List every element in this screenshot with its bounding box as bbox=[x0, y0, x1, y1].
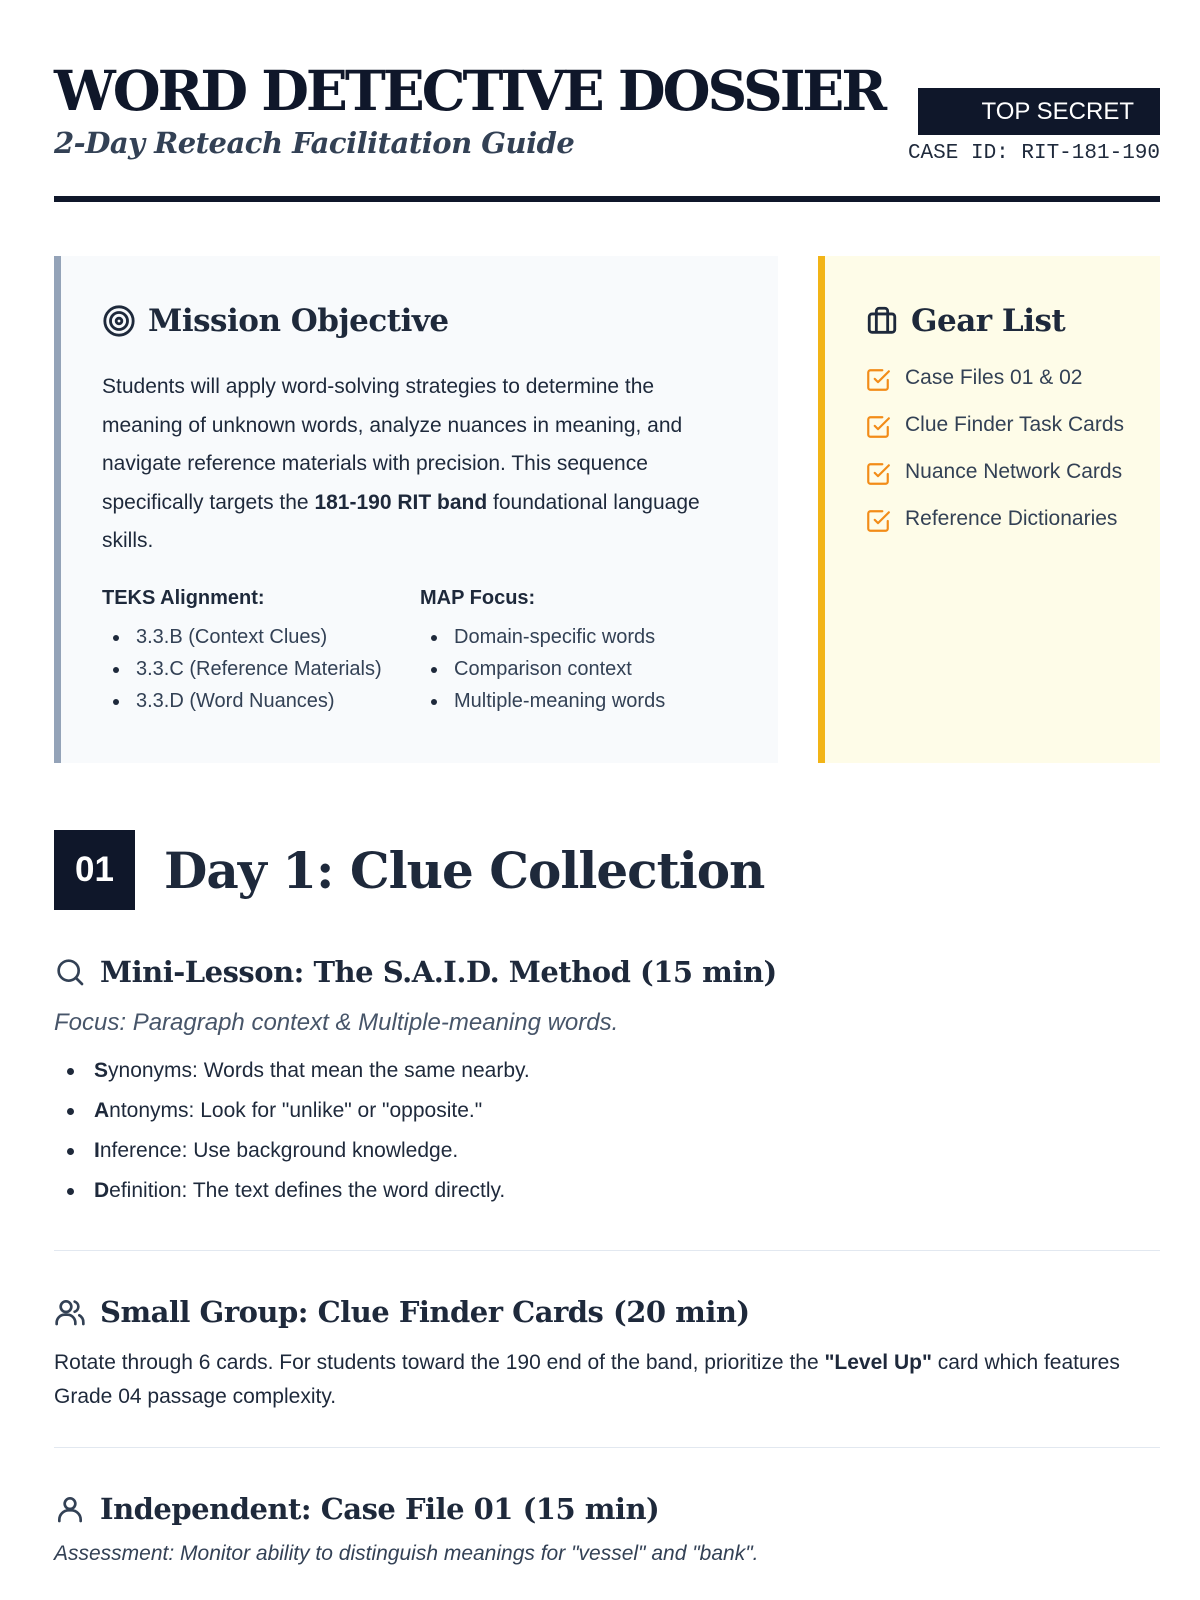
gear-list-heading bbox=[865, 296, 1130, 346]
day-1-heading bbox=[54, 830, 764, 910]
top-secret-stamp: TOP SECRET bbox=[918, 88, 1160, 135]
map-focus-title: MAP Focus: bbox=[420, 586, 536, 609]
independent-heading bbox=[54, 1492, 1160, 1526]
document-subtitle: 2-Day Reteach Facilitation Guide bbox=[54, 126, 575, 160]
list-item bbox=[54, 1131, 1160, 1171]
list-item bbox=[54, 1171, 1160, 1211]
section-divider bbox=[54, 1250, 1160, 1251]
mission-objective-title: Mission Objective bbox=[148, 303, 449, 339]
checkbox-icon bbox=[865, 508, 891, 534]
gear-item-label: Clue Finder Task Cards bbox=[905, 413, 1125, 436]
list-item: 3.3.D (Word Nuances) bbox=[102, 685, 420, 717]
small-group-text bbox=[54, 1346, 1160, 1414]
small-group-text-part2: card which features Grade 04 passage complexity. bbox=[54, 1351, 1120, 1408]
alignment-columns bbox=[102, 587, 738, 717]
said-text: ynonyms: Words that mean the same nearby. bbox=[108, 1059, 530, 1082]
list-item: Comparison context bbox=[420, 653, 738, 685]
mission-text-bold: 181-190 RIT band bbox=[314, 490, 488, 514]
mission-objective-text bbox=[102, 368, 738, 561]
list-item bbox=[54, 1051, 1160, 1091]
checkbox-icon bbox=[865, 461, 891, 487]
list-item: Multiple-meaning words bbox=[420, 685, 738, 717]
small-group-heading bbox=[54, 1295, 1160, 1329]
list-item: Domain-specific words bbox=[420, 621, 738, 653]
gear-item-label: Case Files 01 & 02 bbox=[905, 366, 1083, 389]
mission-objective-panel bbox=[54, 256, 778, 763]
small-group-text-part1: Rotate through 6 cards. For students toward the 190 end of the band, prioritize the bbox=[54, 1351, 825, 1374]
user-icon bbox=[54, 1493, 86, 1525]
said-letter: D bbox=[94, 1179, 110, 1202]
assessment-note: Assessment: Monitor ability to distinguish meanings for "vessel" and "bank". bbox=[54, 1542, 759, 1565]
gear-item bbox=[865, 503, 1130, 535]
said-letter: I bbox=[94, 1139, 100, 1162]
gear-item bbox=[865, 409, 1130, 441]
search-icon bbox=[54, 956, 86, 988]
day-number-badge: 01 bbox=[54, 830, 135, 910]
said-letter: A bbox=[94, 1099, 110, 1122]
section-divider bbox=[54, 1447, 1160, 1448]
gear-list-panel bbox=[818, 256, 1160, 763]
small-group-title: Small Group: Clue Finder Cards (20 min) bbox=[100, 1295, 750, 1329]
list-item: 3.3.B (Context Clues) bbox=[102, 621, 420, 653]
mission-objective-heading bbox=[102, 296, 738, 346]
gear-item bbox=[865, 456, 1130, 488]
small-group-section bbox=[54, 1295, 1160, 1414]
independent-section bbox=[54, 1492, 1160, 1566]
independent-title: Independent: Case File 01 (15 min) bbox=[100, 1492, 660, 1526]
mission-text-part1: Students will apply word-solving strategies to determine the meaning of unknown words, analyze nuances in meaning, and navigate reference materials with precision. This sequence specifically targets the bbox=[102, 375, 683, 514]
day-title: Day 1: Clue Collection bbox=[164, 840, 765, 900]
checkbox-icon bbox=[865, 367, 891, 393]
document-header bbox=[54, 0, 1160, 202]
document-title: WORD DETECTIVE DOSSIER bbox=[54, 58, 885, 123]
target-icon bbox=[102, 304, 136, 338]
list-item: 3.3.C (Reference Materials) bbox=[102, 653, 420, 685]
list-item bbox=[54, 1091, 1160, 1131]
case-id: CASE ID: RIT-181-190 bbox=[907, 142, 1160, 165]
said-text: nference: Use background knowledge. bbox=[99, 1139, 459, 1162]
said-letter: S bbox=[94, 1059, 109, 1082]
dossier-page bbox=[54, 0, 1160, 1565]
gear-list-title: Gear List bbox=[911, 303, 1066, 339]
small-group-text-bold: "Level Up" bbox=[824, 1351, 932, 1374]
users-icon bbox=[54, 1296, 86, 1328]
mini-lesson-focus: Focus: Paragraph context & Multiple-meaning words. bbox=[54, 1009, 619, 1036]
gear-items bbox=[865, 362, 1130, 535]
said-text: efinition: The text defines the word directly. bbox=[109, 1179, 506, 1202]
gear-item-label: Reference Dictionaries bbox=[905, 507, 1118, 530]
overview-panels bbox=[54, 256, 1160, 763]
briefcase-icon bbox=[865, 304, 899, 338]
mission-text-part2: foundational language skills. bbox=[102, 490, 700, 552]
mini-lesson-title: Mini-Lesson: The S.A.I.D. Method (15 min) bbox=[100, 955, 777, 989]
checkbox-icon bbox=[865, 414, 891, 440]
gear-item-label: Nuance Network Cards bbox=[905, 460, 1123, 483]
mini-lesson-heading bbox=[54, 955, 1160, 989]
teks-alignment bbox=[102, 587, 420, 717]
teks-alignment-title: TEKS Alignment: bbox=[102, 586, 265, 609]
map-focus bbox=[420, 587, 738, 717]
mini-lesson-section bbox=[54, 955, 1160, 1211]
said-method-list bbox=[54, 1051, 1160, 1211]
said-text: ntonyms: Look for "unlike" or "opposite." bbox=[109, 1099, 483, 1122]
gear-item bbox=[865, 362, 1130, 394]
